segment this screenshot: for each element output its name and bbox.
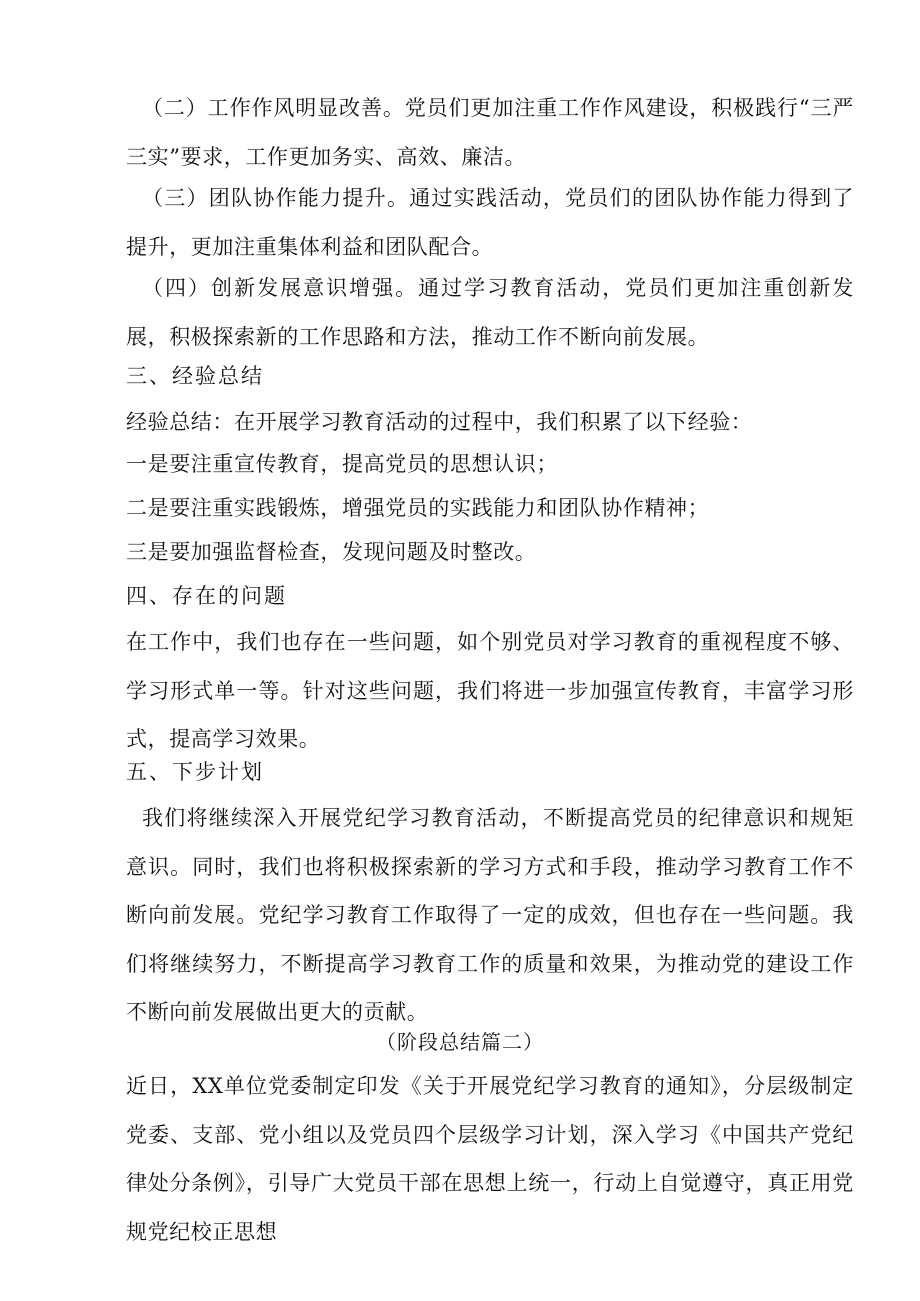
heading-next-plan: 五、下步计划: [126, 760, 264, 784]
paragraph-experience-2: 二是要注重实践锻炼，增强党员的实践能力和团队协作精神；: [126, 496, 710, 520]
paragraph-experience-1: 一是要注重宣传教育，提高党员的思想认识；: [126, 452, 558, 476]
paragraph-work-style: （二）工作作风明显改善。党员们更加注重工作作风建设，积极践行“三严三实”要求，工作更加务实、高效、廉洁。: [126, 96, 854, 169]
paragraph-experience-intro: 经验总结：在开展学习教育活动的过程中，我们积累了以下经验：: [126, 410, 753, 434]
paragraph-problems: 在工作中，我们也存在一些问题，如个别党员对学习教育的重视程度不够、学习形式单一等。针对这些问题，我们将进一步加强宣传教育，丰富学习形式，提高学习效果。: [126, 630, 854, 751]
paragraph-teamwork: （三）团队协作能力提升。通过实践活动，党员们的团队协作能力得到了提升，更加注重集体利益和团队配合。: [126, 186, 854, 259]
heading-existing-problems: 四、存在的问题: [126, 584, 287, 608]
paragraph-recent-news: 近日，XX单位党委制定印发《关于开展党纪学习教育的通知》，分层级制定党委、支部、党小组以及党员四个层级学习计划，深入学习《中国共产党纪律处分条例》，引导广大党员干部在思想上统一，行动上自觉遵守，真正用党规党纪校正思想: [126, 1074, 854, 1244]
paragraph-experience-3: 三是要加强监督检查，发现问题及时整改。: [126, 540, 537, 564]
section-title: （阶段总结篇二）: [376, 1030, 544, 1054]
heading-experience-summary: 三、经验总结: [126, 364, 264, 388]
paragraph-innovation: （四）创新发展意识增强。通过学习教育活动，党员们更加注重创新发展，积极探索新的工作思路和方法，推动工作不断向前发展。: [126, 276, 854, 349]
paragraph-next-plan: 我们将继续深入开展党纪学习教育活动，不断提高党员的纪律意识和规矩意识。同时，我们也将积极探索新的学习方式和手段，推动学习教育工作不断向前发展。党纪学习教育工作取得了一定的成效，但也存在一些问题。我们将继续努力，不断提高学习教育工作的质量和效果，为推动党的建设工作不断向前发展做出更大的贡献。: [126, 806, 854, 1024]
